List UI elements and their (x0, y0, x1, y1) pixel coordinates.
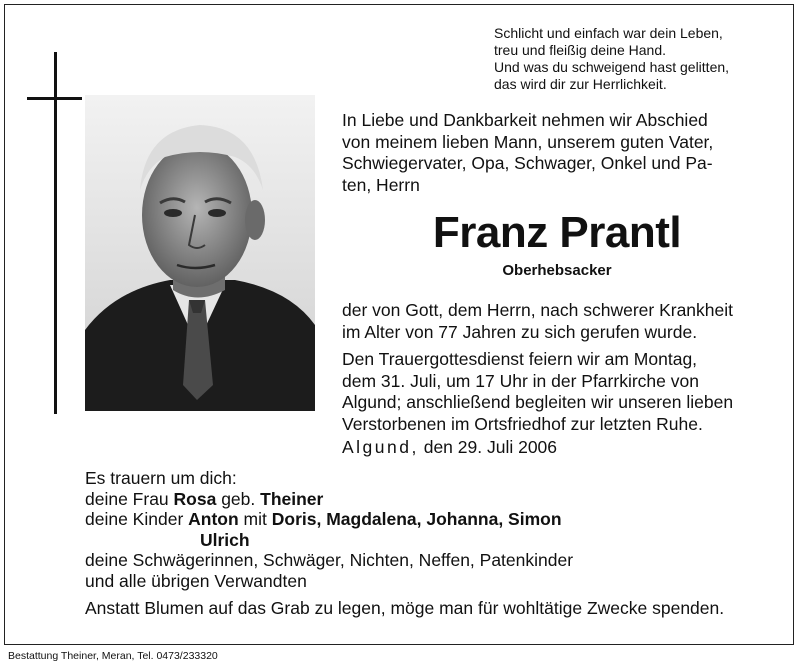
wife-name: Rosa (173, 488, 217, 509)
body-line: dem 31. Juli, um 17 Uhr in der Pfarrkirche von (342, 370, 699, 391)
body-line: der von Gott, dem Herrn, nach schwerer Krankheit (342, 300, 734, 320)
mourner-inlaws: deine Schwägerinnen, Schwäger, Nichten, Neffen, Patenkinder (85, 550, 574, 570)
mourner-wife (85, 489, 775, 510)
wife-mid: geb. (216, 488, 261, 509)
mourners-heading: Es trauern um dich: (85, 468, 237, 488)
flowers-note: Anstatt Blumen auf das Grab zu legen, möge man für wohltätige Zwecke spenden. (85, 598, 725, 618)
announcement-text (342, 300, 772, 435)
poem-line: Und was du schweigend hast gelitten, (494, 59, 730, 75)
deceased-name: Franz Prantl (432, 208, 682, 257)
intro-line: ten, Herrn (342, 174, 420, 195)
funeral-home-footer: Bestattung Theiner, Meran, Tel. 0473/233320 (8, 650, 218, 662)
body-line: Algund; anschließend begleiten wir unseren lieben (342, 392, 734, 412)
intro-text (342, 110, 772, 196)
place: Algund, (342, 437, 419, 457)
intro-line: von meinem lieben Mann, unserem guten Vater, (342, 131, 714, 152)
wife-prefix: deine Frau (85, 488, 174, 509)
body-line: Den Trauergottesdienst feiern wir am Montag, (342, 349, 698, 369)
deceased-farm-name: Oberhebsacker (502, 262, 612, 279)
child-name-last: Ulrich (200, 529, 250, 550)
children-prefix: deine Kinder (85, 509, 189, 529)
child-name: Anton (188, 509, 239, 529)
wife-maiden-name: Theiner (260, 488, 324, 509)
place-date (342, 437, 557, 458)
children-mid: mit (238, 509, 272, 529)
poem-line: Schlicht und einfach war dein Leben, (494, 25, 723, 41)
poem (494, 25, 784, 93)
poem-line: treu und fleißig deine Hand. (494, 42, 666, 58)
poem-line: das wird dir zur Herrlichkeit. (494, 76, 667, 92)
intro-line: In Liebe und Dankbarkeit nehmen wir Abschied (342, 110, 708, 130)
body-line: im Alter von 77 Jahren zu sich gerufen wurde. (342, 321, 698, 342)
mourner-children (85, 509, 775, 530)
mourner-children-cont (85, 530, 775, 551)
mourners-list (85, 468, 775, 591)
cross-horizontal-bar (27, 97, 82, 100)
intro-line: Schwiegervater, Opa, Schwager, Onkel und Pa- (342, 153, 713, 173)
portrait-photo (85, 95, 315, 411)
date-text: den 29. Juli 2006 (418, 437, 558, 457)
cross-vertical-bar (54, 52, 57, 414)
portrait-illustration (85, 95, 315, 411)
children-names: Doris, Magdalena, Johanna, Simon (271, 509, 562, 529)
mourner-relatives: und alle übrigen Verwandten (85, 570, 307, 591)
body-line: Verstorbenen im Ortsfriedhof zur letzten Ruhe. (342, 413, 703, 434)
